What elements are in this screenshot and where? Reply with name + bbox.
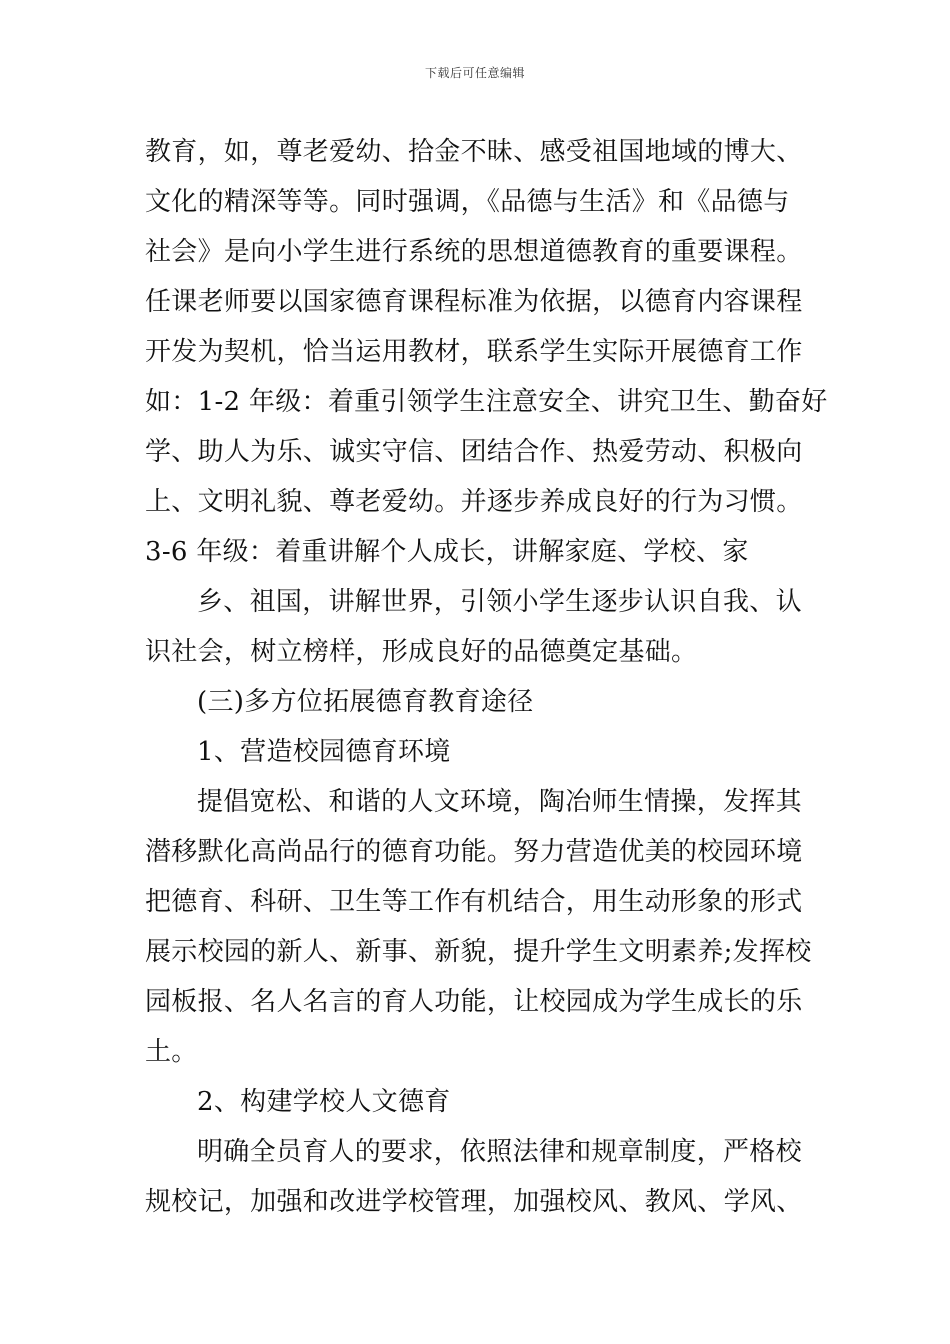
paragraph-line: 如：1-2 年级：着重引领学生注意安全、讲究卫生、勤奋好 [145, 387, 828, 417]
paragraph-line: 园板报、名人名言的育人功能，让校园成为学生成长的乐 [145, 987, 803, 1017]
paragraph-line: 社会》是向小学生进行系统的思想道德教育的重要课程。 [145, 237, 803, 267]
paragraph-line: 文化的精深等等。同时强调，《品德与生活》和《品德与 [145, 187, 790, 217]
paragraph-line: 规校记，加强和改进学校管理，加强校风、教风、学风、 [145, 1187, 803, 1217]
page-header-note: 下载后可任意编辑 [424, 66, 525, 80]
paragraph-line: 3-6 年级：着重讲解个人成长，讲解家庭、学校、家 [145, 537, 749, 567]
paragraph-line: 开发为契机，恰当运用教材，联系学生实际开展德育工作 [145, 337, 803, 367]
paragraph-line: 识社会，树立榜样，形成良好的品德奠定基础。 [145, 637, 698, 667]
paragraph-line: 明确全员育人的要求，依照法律和规章制度，严格校 [197, 1137, 802, 1167]
paragraph-line: 任课老师要以国家德育课程标准为依据，以德育内容课程 [145, 287, 803, 317]
paragraph-line: 提倡宽松、和谐的人文环境，陶冶师生情操，发挥其 [197, 787, 802, 817]
document-body [145, 127, 835, 1227]
subsection-heading: 1、营造校园德育环境 [197, 737, 451, 767]
paragraph-line: 学、助人为乐、诚实守信、团结合作、热爱劳动、积极向 [145, 437, 803, 467]
paragraph-line: 教育，如，尊老爱幼、拾金不昧、感受祖国地域的博大、 [145, 137, 803, 167]
paragraph-line: 乡、祖国，讲解世界，引领小学生逐步认识自我、认 [197, 587, 802, 617]
paragraph-line: 把德育、科研、卫生等工作有机结合，用生动形象的形式 [145, 887, 803, 917]
section-heading: (三)多方位拓展德育教育途径 [197, 687, 534, 717]
paragraph-line: 展示校园的新人、新事、新貌，提升学生文明素养;发挥校 [145, 937, 812, 967]
paragraph-line: 上、文明礼貌、尊老爱幼。并逐步养成良好的行为习惯。 [145, 487, 803, 517]
paragraph-line: 土。 [145, 1037, 198, 1067]
paragraph-line: 潜移默化高尚品行的德育功能。努力营造优美的校园环境 [145, 837, 803, 867]
subsection-heading: 2、构建学校人文德育 [197, 1087, 451, 1117]
